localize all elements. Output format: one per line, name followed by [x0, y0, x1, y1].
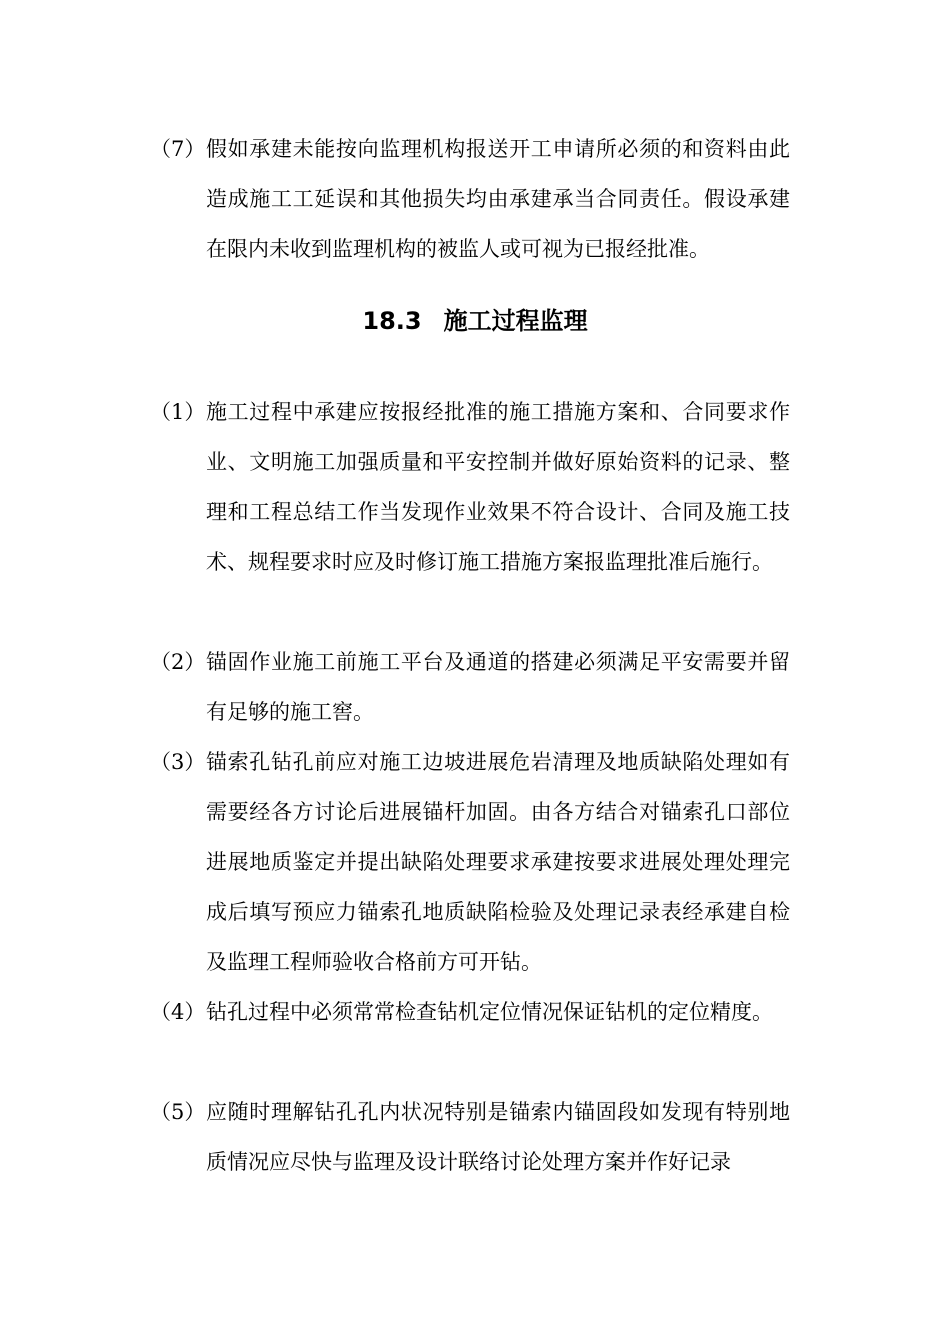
list-item [150, 637, 790, 737]
item-text: 钻孔过程中必须常常检查钻机定位情况保证钻机的定位精度。 [206, 1000, 773, 1024]
item-number: （4） [150, 1000, 206, 1024]
list-item [150, 737, 790, 987]
item-text: 施工过程中承建应按报经批准的施工措施方案和、合同要求作业、文明施工加强质量和平安控制并做好原始资料的记录、整理和工程总结工作当发现作业效果不符合设计、合同及施工技术、规程要求时应及时修订施工措施方案报监理批准后施行。 [206, 400, 790, 574]
list-item [150, 124, 790, 274]
item-number: （7） [150, 137, 206, 161]
item-text: 假如承建未能按向监理机构报送开工申请所必须的和资料由此造成施工工延误和其他损失均由承建承当合同责任。假设承建在限内未收到监理机构的被监人或可视为已报经批准。 [206, 137, 790, 261]
list-item [150, 387, 790, 587]
item-number: （3） [150, 750, 206, 774]
item-text: 应随时理解钻孔孔内状况特别是锚索内锚固段如发现有特别地质情况应尽快与监理及设计联络讨论处理方案并作好记录 [206, 1100, 790, 1174]
list-item [150, 1087, 790, 1187]
section-title: 施工过程监理 [443, 307, 588, 335]
section-heading [0, 298, 950, 344]
section-number: 18.3 [362, 307, 422, 335]
item-text: 锚固作业施工前施工平台及通道的搭建必须满足平安需要并留有足够的施工窖。 [206, 650, 790, 724]
item-text: 锚索孔钻孔前应对施工边坡进展危岩清理及地质缺陷处理如有需要经各方讨论后进展锚杆加固。由各方结合对锚索孔口部位进展地质鉴定并提出缺陷处理要求承建按要求进展处理处理完成后填写预应力锚索孔地质缺陷检验及处理记录表经承建自检及监理工程师验收合格前方可开钻。 [206, 750, 790, 974]
item-number: （1） [150, 400, 206, 424]
item-number: （5） [150, 1100, 206, 1124]
item-number: （2） [150, 650, 206, 674]
list-item [150, 987, 790, 1037]
